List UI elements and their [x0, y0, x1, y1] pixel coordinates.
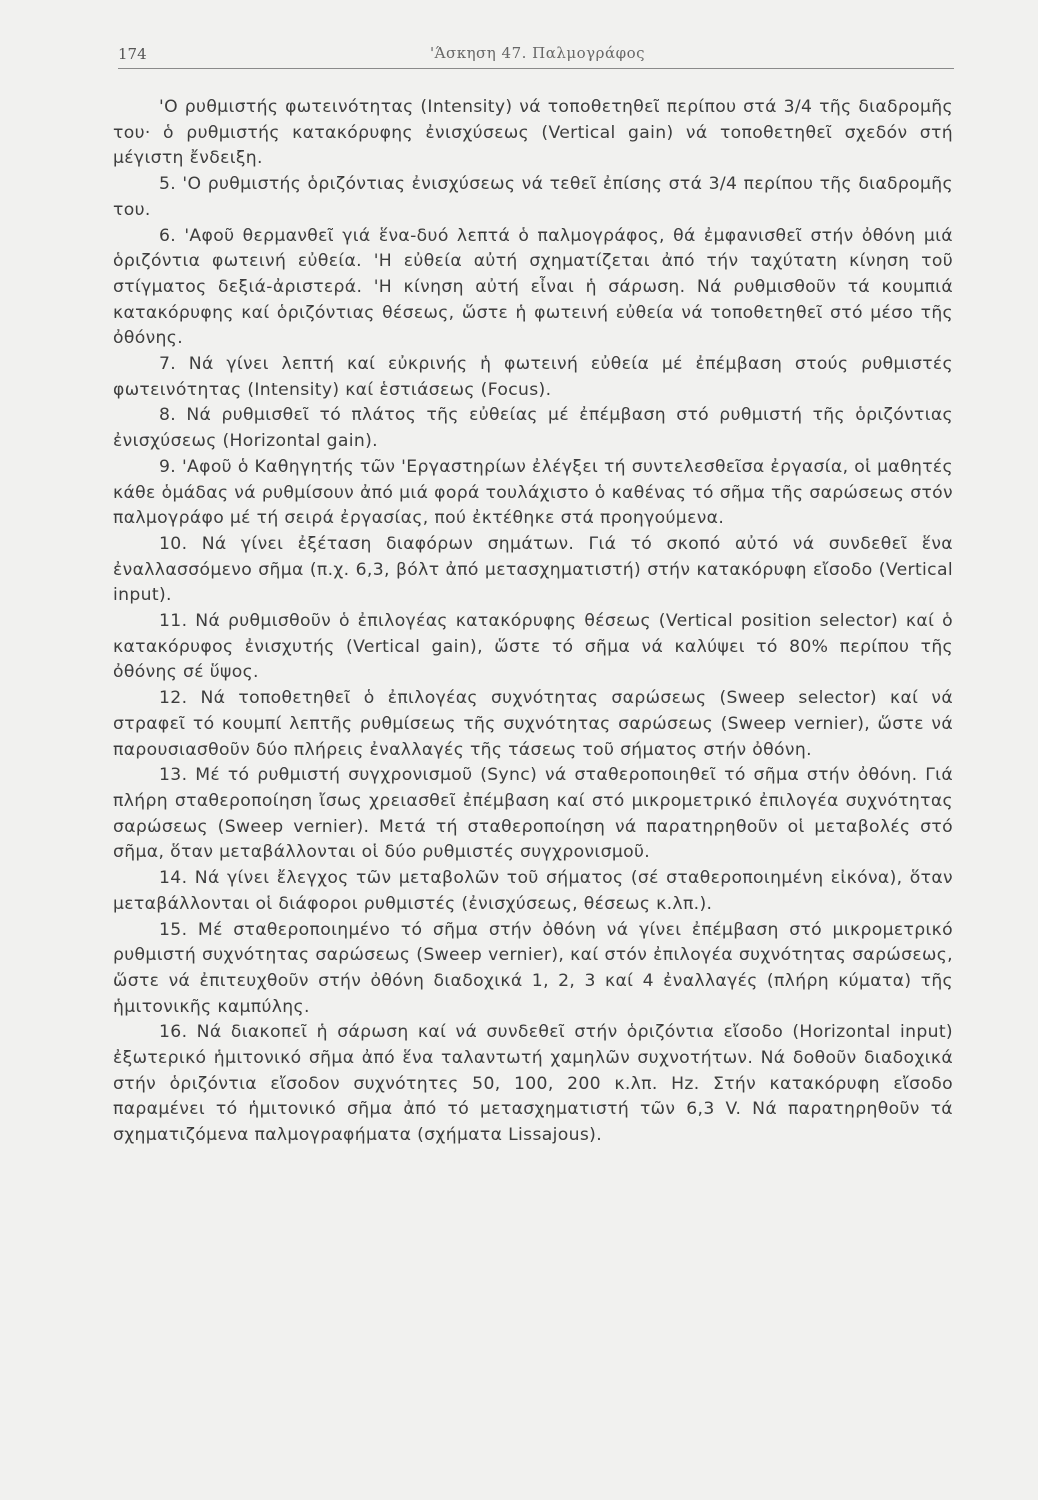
paragraph-step-12: 12. Νά τοποθετηθεῖ ὁ ἐπιλογέας συχνότητας σαρώσεως (Sweep selector) καί νά στραφεῖ τό κουμπί λεπτῆς ρυθμίσεως τῆς συχνότητας σαρώσεως (Sweep vernier), ὥστε νά παρουσιασθοῦν δύο πλήρεις ἐναλλαγές τῆς τάσεως τοῦ σήματος στήν ὀθόνη.	[113, 688, 953, 760]
paragraph-step-15: 15. Μέ σταθεροποιημένο τό σῆμα στήν ὀθόνη νά γίνει ἐπέμβαση στό μικρομετρικό ρυθμιστή συχνότητας σαρώσεως (Sweep vernier), καί στόν ἐπιλογέα συχνότητας σαρώσεως, ὥστε νά ἐπιτευχθοῦν στήν ὀθόνη διαδοχικά 1, 2, 3 καί 4 ἐναλλαγές (πλήρη κύματα) τῆς ἡμιτονικῆς καμπύλης.	[113, 919, 953, 1017]
paragraph-step-5: 5. 'Ο ρυθμιστής ὁριζόντιας ἐνισχύσεως νά τεθεῖ ἐπίσης στά 3/4 περίπου τῆς διαδρομῆς του.	[113, 174, 953, 220]
paragraph-step-11: 11. Νά ρυθμισθοῦν ὁ ἐπιλογέας κατακόρυφης θέσεως (Vertical position selector) καί ὁ κατακόρυφος ἐνισχυτής (Vertical gain), ὥστε τό σῆμα νά καλύψει τό 80% περίπου τῆς ὀθόνης σέ ὕψος.	[113, 611, 953, 683]
paragraph-step-7: 7. Νά γίνει λεπτή καί εὐκρινής ἡ φωτεινή εὐθεία μέ ἐπέμβαση στούς ρυθμιστές φωτεινότητας (Intensity) καί ἑστιάσεως (Focus).	[113, 354, 953, 400]
page-number: 174	[118, 45, 147, 63]
paragraph-intensity-setting: 'Ο ρυθμιστής φωτεινότητας (Intensity) νά τοποθετηθεῖ περίπου στά 3/4 τῆς διαδρομῆς του· ὁ ρυθμιστής κατακόρυφης ἐνισχύσεως (Vertical gain) νά τοποθετηθεῖ σχεδόν στή μέγιστη ἔνδειξη.	[113, 97, 953, 169]
running-head: 'Άσκηση 47. Παλμογράφος	[430, 44, 646, 62]
body-text	[113, 95, 953, 1149]
paragraph-step-10: 10. Νά γίνει ἐξέταση διαφόρων σημάτων. Γιά τό σκοπό αὐτό νά συνδεθεῖ ἕνα ἐναλλασσόμενο σῆμα (π.χ. 6,3, βόλτ ἀπό μετασχηματιστή) στήν κατακόρυφη εἴσοδο (Vertical input).	[113, 533, 953, 606]
paragraph-step-13: 13. Μέ τό ρυθμιστή συγχρονισμοῦ (Sync) νά σταθεροποιηθεῖ τό σῆμα στήν ὀθόνη. Γιά πλήρη σταθεροποίηση ἴσως χρειασθεῖ ἐπέμβαση καί στό μικρομετρικό ἐπιλογέα συχνότητας σαρώσεως (Sweep vernier). Μετά τή σταθεροποίηση νά παρατηρηθοῦν οἱ μεταβολές στό σῆμα, ὅταν μεταβάλλονται οἱ δύο ρυθμιστές συγχρονισμοῦ.	[113, 765, 953, 863]
paragraph-step-6: 6. 'Αφοῦ θερμανθεῖ γιά ἕνα-δυό λεπτά ὁ παλμογράφος, θά ἐμφανισθεῖ στήν ὀθόνη μιά ὁριζόντια φωτεινή εὐθεία. 'Η εὐθεία αὐτή σχηματίζεται ἀπό τήν ταχύτατη κίνηση τοῦ στίγματος δεξιά-ἀριστερά. 'Η κίνηση αὐτή εἶναι ἡ σάρωση. Νά ρυθμισθοῦν τά κουμπιά κατακόρυφης καί ὁριζόντιας θέσεως, ὥστε ἡ φωτεινή εὐθεία νά τοποθετηθεῖ στό μέσο τῆς ὀθόνης.	[113, 225, 953, 349]
paragraph-step-14: 14. Νά γίνει ἔλεγχος τῶν μεταβολῶν τοῦ σήματος (σέ σταθεροποιημένη εἰκόνα), ὅταν μεταβάλλονται οἱ διάφοροι ρυθμιστές (ἐνισχύσεως, θέσεως κ.λπ.).	[113, 868, 953, 914]
paragraph-step-8: 8. Νά ρυθμισθεῖ τό πλάτος τῆς εὐθείας μέ ἐπέμβαση στό ρυθμιστή τῆς ὁριζόντιας ἐνισχύσεως (Horizontal gain).	[113, 405, 953, 452]
paragraph-step-9: 9. 'Αφοῦ ὁ Καθηγητής τῶν 'Εργαστηρίων ἐλέγξει τή συντελεσθεῖσα ἐργασία, οἱ μαθητές κάθε ὁμάδας νά ρυθμίσουν ἀπό μιά φορά τουλάχιστο ὁ καθένας τό σῆμα τῆς σαρώσεως στόν παλμογράφο μέ τή σειρά ἐργασίας, πού ἐκτέθηκε στά προηγούμενα.	[113, 456, 953, 529]
paragraph-step-16: 16. Νά διακοπεῖ ἡ σάρωση καί νά συνδεθεῖ στήν ὁριζόντια εἴσοδο (Horizontal input) ἐξωτερικό ἡμιτονικό σῆμα ἀπό ἕνα ταλαντωτή χαμηλῶν συχνοτήτων. Νά δοθοῦν διαδοχικά στήν ὁριζόντια εἴσοδον συχνότητες 50, 100, 200 κ.λπ. Hz. Στήν κατακόρυφη εἴσοδο παραμένει τό ἡμιτονικό σῆμα ἀπό τό μετασχηματιστή τῶν 6,3 V. Νά παρατηρηθοῦν τά σχηματιζόμενα παλμογραφήματα (σχήματα Lissajous).	[113, 1022, 953, 1146]
page-header	[118, 38, 954, 69]
